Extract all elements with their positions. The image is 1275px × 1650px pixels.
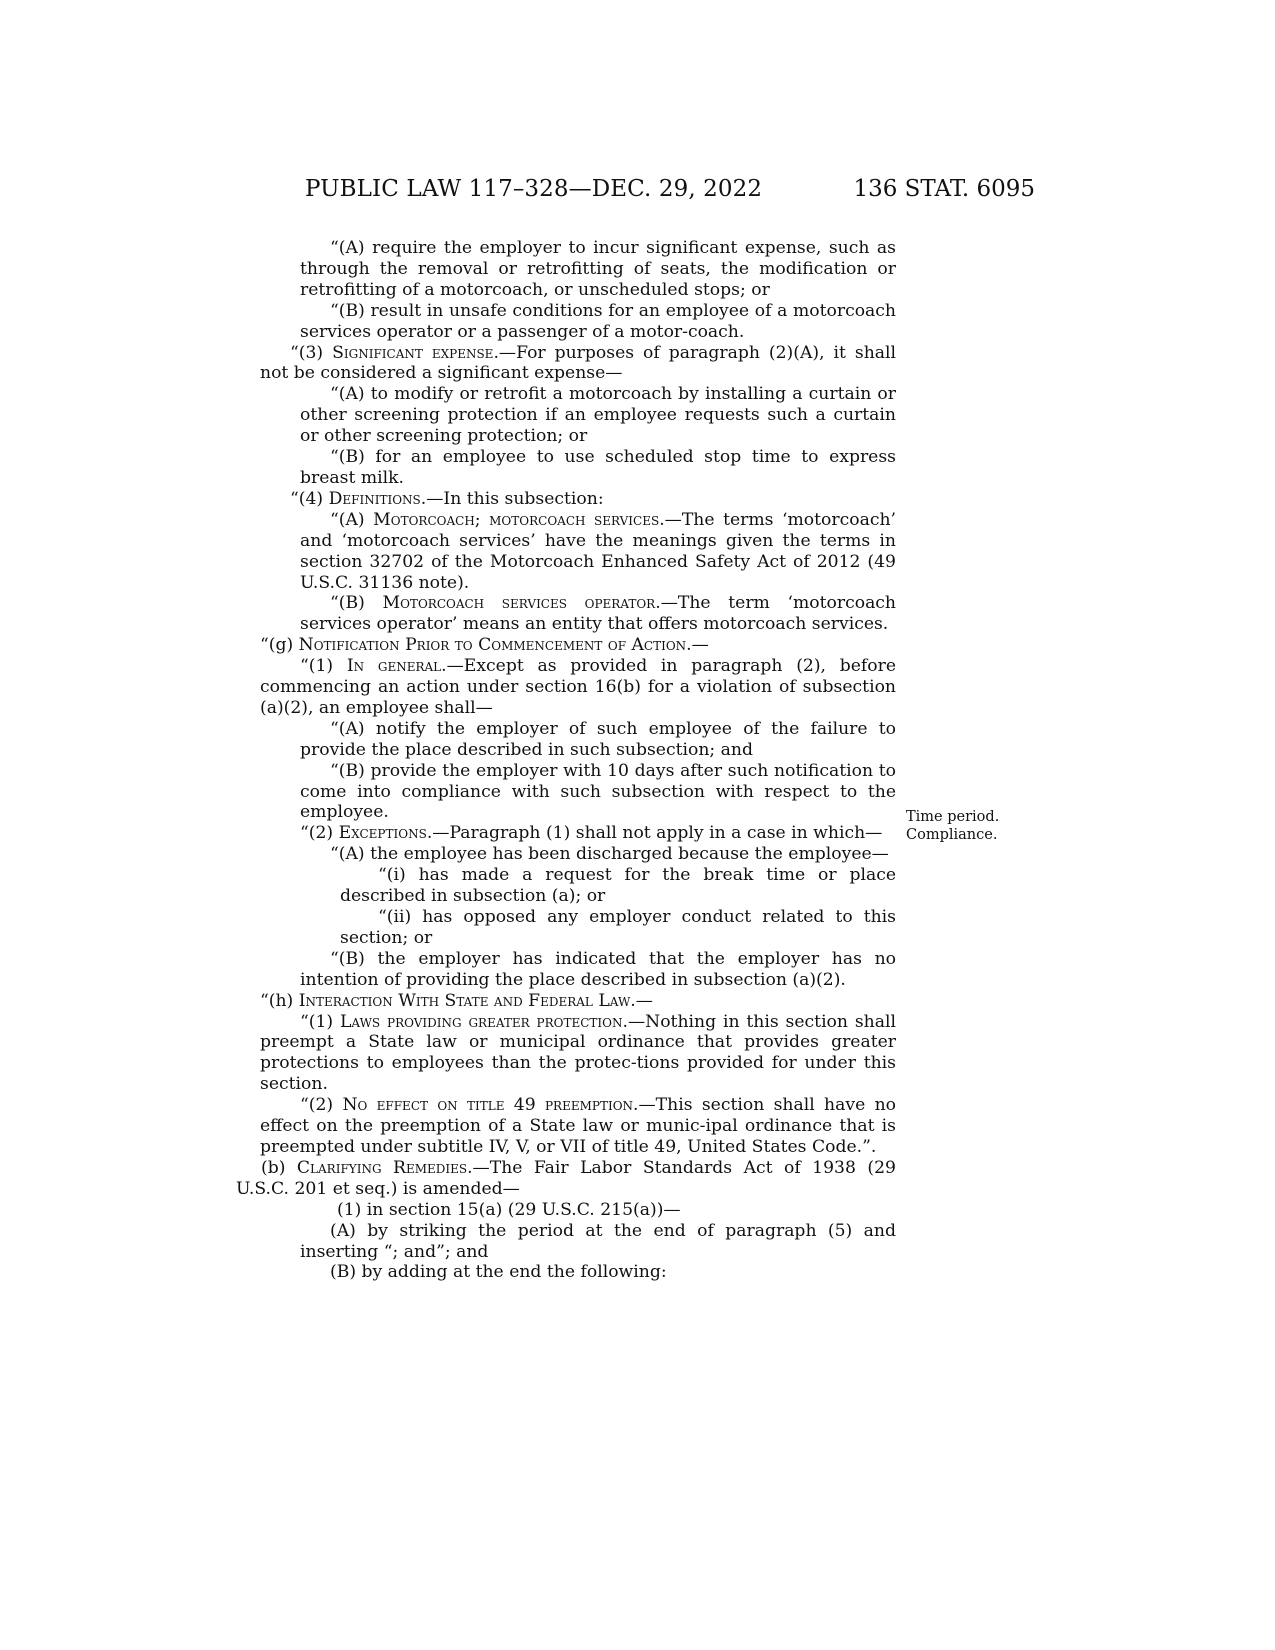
paragraph-text: “(ii) has opposed any employer conduct related to this section; or <box>340 907 896 948</box>
margin-note <box>906 808 999 844</box>
paragraph <box>236 593 896 635</box>
paragraph <box>236 635 896 656</box>
statute-page-number: 136 STAT. 6095 <box>853 176 1035 202</box>
paragraph-text: “(A) to modify or retrofit a motorcoach by installing a curtain or other screening protection if an employee requests such a curtain or other screening protection; or <box>300 384 896 447</box>
document-body <box>236 238 896 1283</box>
paragraph-text: “(i) has made a request for the break time or place described in subsection (a); or <box>340 865 896 907</box>
margin-note-line: Time period. <box>906 809 1000 825</box>
page-header <box>305 176 1035 216</box>
paragraph-text: .—Nothing in this section shall preempt a State law or municipal ordinance that provides greater protections to employees than the protec-tions provided for under this section. <box>260 1011 896 1095</box>
paragraph-heading: Notification Prior to Commencement of Action <box>298 635 687 656</box>
paragraph <box>236 1262 896 1283</box>
paragraph-lead: “(4) <box>290 488 329 509</box>
paragraph-lead: “(1) <box>300 1011 340 1032</box>
paragraph-heading: Clarifying Remedies <box>296 1157 468 1178</box>
paragraph <box>236 761 896 824</box>
paragraph-text: (A) by striking the period at the end of paragraph (5) and inserting “; and”; and <box>300 1220 896 1262</box>
paragraph-heading: Laws providing greater protection <box>340 1011 623 1032</box>
paragraph-lead: “(g) <box>260 635 299 656</box>
paragraph <box>236 949 896 991</box>
paragraph <box>236 823 896 844</box>
running-head-title: PUBLIC LAW 117–328—DEC. 29, 2022 <box>305 176 763 202</box>
paragraph <box>236 1200 896 1221</box>
paragraph-text: .— <box>630 990 653 1011</box>
margin-note-line: Compliance. <box>906 827 998 843</box>
paragraph-heading: No effect on title 49 preemption <box>342 1095 634 1116</box>
paragraph-heading: In general <box>346 656 442 677</box>
paragraph-heading: Motorcoach; motorcoach services <box>373 509 660 530</box>
paragraph <box>236 656 896 719</box>
paragraph-text: .—The terms ‘motorcoach’ and ‘motorcoach services’ have the meanings given the terms in section 32702 of the Motorcoach Enhanced Safety Act of 2012 (49 U.S.C. 31136 note). <box>300 509 897 593</box>
paragraph-text: .—In this subsection: <box>420 488 604 509</box>
paragraph-lead: “(1) <box>300 656 347 677</box>
paragraph-text: .—For purposes of paragraph (2)(A), it shall not be considered a significant expense— <box>260 342 896 384</box>
paragraph <box>236 1221 896 1263</box>
paragraph-text: “(A) the employee has been discharged because the employee— <box>330 844 889 865</box>
paragraph-text: .—The term ‘motorcoach services operator’ means an entity that offers motorcoach services. <box>300 593 897 635</box>
paragraph-text: “(B) provide the employer with 10 days after such notification to come into compliance with such subsection with respect to the employee. <box>300 760 896 823</box>
paragraph <box>236 844 896 865</box>
paragraph-text: “(A) require the employer to incur significant expense, such as through the removal or retrofitting of seats, the modification or retrofitting of a motorcoach, or unscheduled stops; or <box>300 238 896 300</box>
paragraph <box>236 384 896 447</box>
paragraph-text: “(B) the employer has indicated that the employer has no intention of providing the place described in subsection (a)(2). <box>300 948 896 990</box>
paragraph-lead: “(2) <box>300 823 339 844</box>
paragraph <box>236 1095 896 1158</box>
paragraph <box>236 238 896 301</box>
paragraph-heading: Interaction With State and Federal Law <box>298 990 631 1011</box>
paragraph-heading: Exceptions <box>338 823 427 844</box>
paragraph <box>236 301 896 343</box>
paragraph-text: .—Except as provided in paragraph (2), before commencing an action under section 16(b) for a violation of subsection (a)(2), an employee shall— <box>260 656 896 718</box>
paragraph-text: .—This section shall have no effect on the preemption of a State law or munic-ipal ordinance that is preempted under subtitle IV, V, or VII of title 49, United States Code.”. <box>260 1095 896 1157</box>
paragraph-lead: “(2) <box>300 1095 343 1116</box>
paragraph-text: .— <box>686 635 709 656</box>
paragraph-text: .—Paragraph (1) shall not apply in a case in which— <box>426 823 883 844</box>
paragraph-text: “(B) for an employee to use scheduled stop time to express breast milk. <box>300 447 896 488</box>
paragraph-heading: Significant expense <box>332 342 494 363</box>
paragraph-heading: Motorcoach services operator <box>382 593 656 614</box>
paragraph <box>236 907 896 949</box>
paragraph <box>236 1012 896 1096</box>
paragraph-lead: (b) <box>261 1157 297 1178</box>
paragraph <box>236 343 896 385</box>
paragraph <box>236 1158 896 1200</box>
paragraph-text: “(A) notify the employer of such employee of the failure to provide the place described in such subsection; and <box>300 718 896 760</box>
paragraph <box>236 991 896 1012</box>
paragraph-text: (1) in section 15(a) (29 U.S.C. 215(a))— <box>337 1199 681 1220</box>
paragraph <box>236 865 896 907</box>
paragraph <box>236 447 896 489</box>
paragraph-lead: “(A) <box>330 509 374 530</box>
paragraph-text: (B) by adding at the end the following: <box>330 1262 667 1283</box>
paragraph-lead: “(3) <box>290 342 333 363</box>
paragraph-heading: Definitions <box>328 488 421 509</box>
paragraph <box>236 510 896 594</box>
paragraph <box>236 719 896 761</box>
paragraph-lead: “(B) <box>330 593 383 614</box>
paragraph-lead: “(h) <box>260 990 299 1011</box>
paragraph-text: “(B) result in unsafe conditions for an employee of a motorcoach services operator or a passenger of a motor-coach. <box>300 300 896 342</box>
paragraph <box>236 489 896 510</box>
paragraph-text: .—The Fair Labor Standards Act of 1938 (29 U.S.C. 201 et seq.) is amended— <box>236 1157 896 1199</box>
